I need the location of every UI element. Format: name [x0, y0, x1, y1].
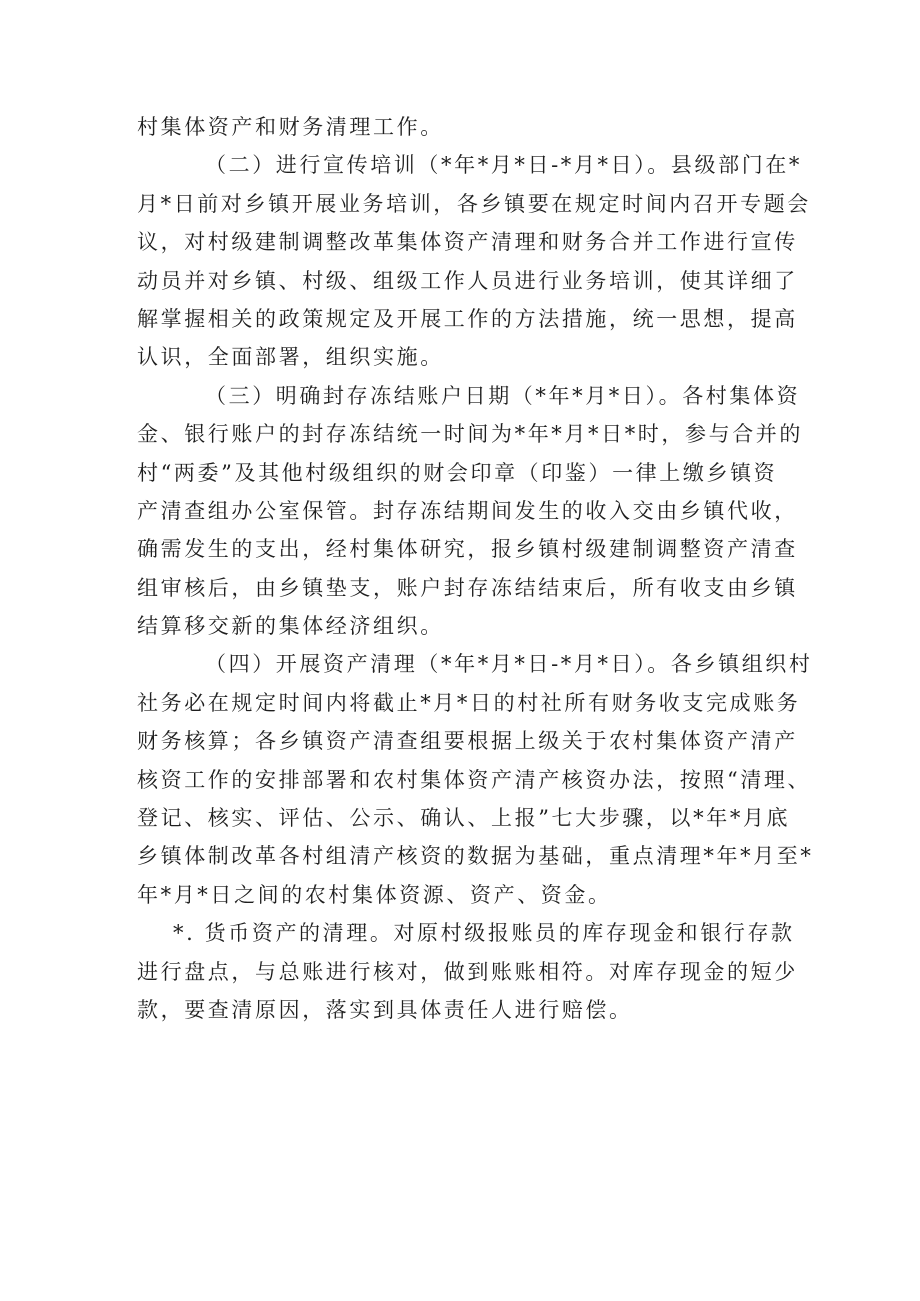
text-line: 社务必在规定时间内将截止*月*日的村社所有财务收支完成账务 [137, 690, 801, 715]
text-line: 认识，全面部署，组织实施。 [137, 345, 444, 370]
text-line: 乡镇体制改革各村组清产核资的数据为基础，重点清理*年*月至* [137, 844, 814, 869]
section-heading-line: （三）明确封存冻结账户日期（*年*月*日）。各村集体资 [205, 383, 801, 408]
text-line: 组审核后，由乡镇垫支，账户封存冻结结束后，所有收支由乡镇 [137, 575, 798, 600]
text-line: 款，要查清原因，落实到具体责任人进行赔偿。 [137, 997, 633, 1022]
text-line: 议，对村级建制调整改革集体资产清理和财务合并工作进行宣传 [137, 230, 798, 255]
text-line: 月*日前对乡镇开展业务培训，各乡镇要在规定时间内召开专题会 [137, 191, 811, 216]
text-line: 确需发生的支出，经村集体研究，报乡镇村级建制调整资产清查 [137, 537, 798, 562]
document-body [137, 108, 814, 1029]
text-line: 金、银行账户的封存冻结统一时间为*年*月*日*时，参与合并的 [137, 422, 803, 447]
text-line: 解掌握相关的政策规定及开展工作的方法措施，统一思想，提高 [137, 306, 798, 331]
numbered-item-line: *. 货币资产的清理。对原村级报账员的库存现金和银行存款 [173, 921, 795, 946]
text-line: 产清查组办公室保管。封存冻结期间发生的收入交由乡镇代收， [137, 498, 798, 523]
text-line: 动员并对乡镇、村级、组级工作人员进行业务培训，使其详细了 [137, 268, 798, 293]
text-line: 核资工作的安排部署和农村集体资产清产核资办法，按照“清理、 [137, 767, 812, 792]
text-line: 村“两委”及其他村级组织的财会印章（印鉴）一律上缴乡镇资 [137, 460, 778, 485]
text-line: 财务核算；各乡镇资产清查组要根据上级关于农村集体资产清产 [137, 729, 798, 754]
text-line: 村集体资产和财务清理工作。 [137, 115, 444, 139]
section-heading-line: （二）进行宣传培训（*年*月*日-*月*日）。县级部门在* [205, 153, 802, 178]
text-line: 年*月*日之间的农村集体资源、资产、资金。 [137, 882, 612, 907]
text-line: 结算移交新的集体经济组织。 [137, 614, 444, 639]
text-line: 登记、核实、评估、公示、确认、上报”七大步骤，以*年*月底 [137, 806, 791, 831]
section-heading-line: （四）开展资产清理（*年*月*日-*月*日）。各乡镇组织村 [205, 652, 813, 677]
text-line: 进行盘点，与总账进行核对，做到账账相符。对库存现金的短少 [137, 959, 798, 984]
